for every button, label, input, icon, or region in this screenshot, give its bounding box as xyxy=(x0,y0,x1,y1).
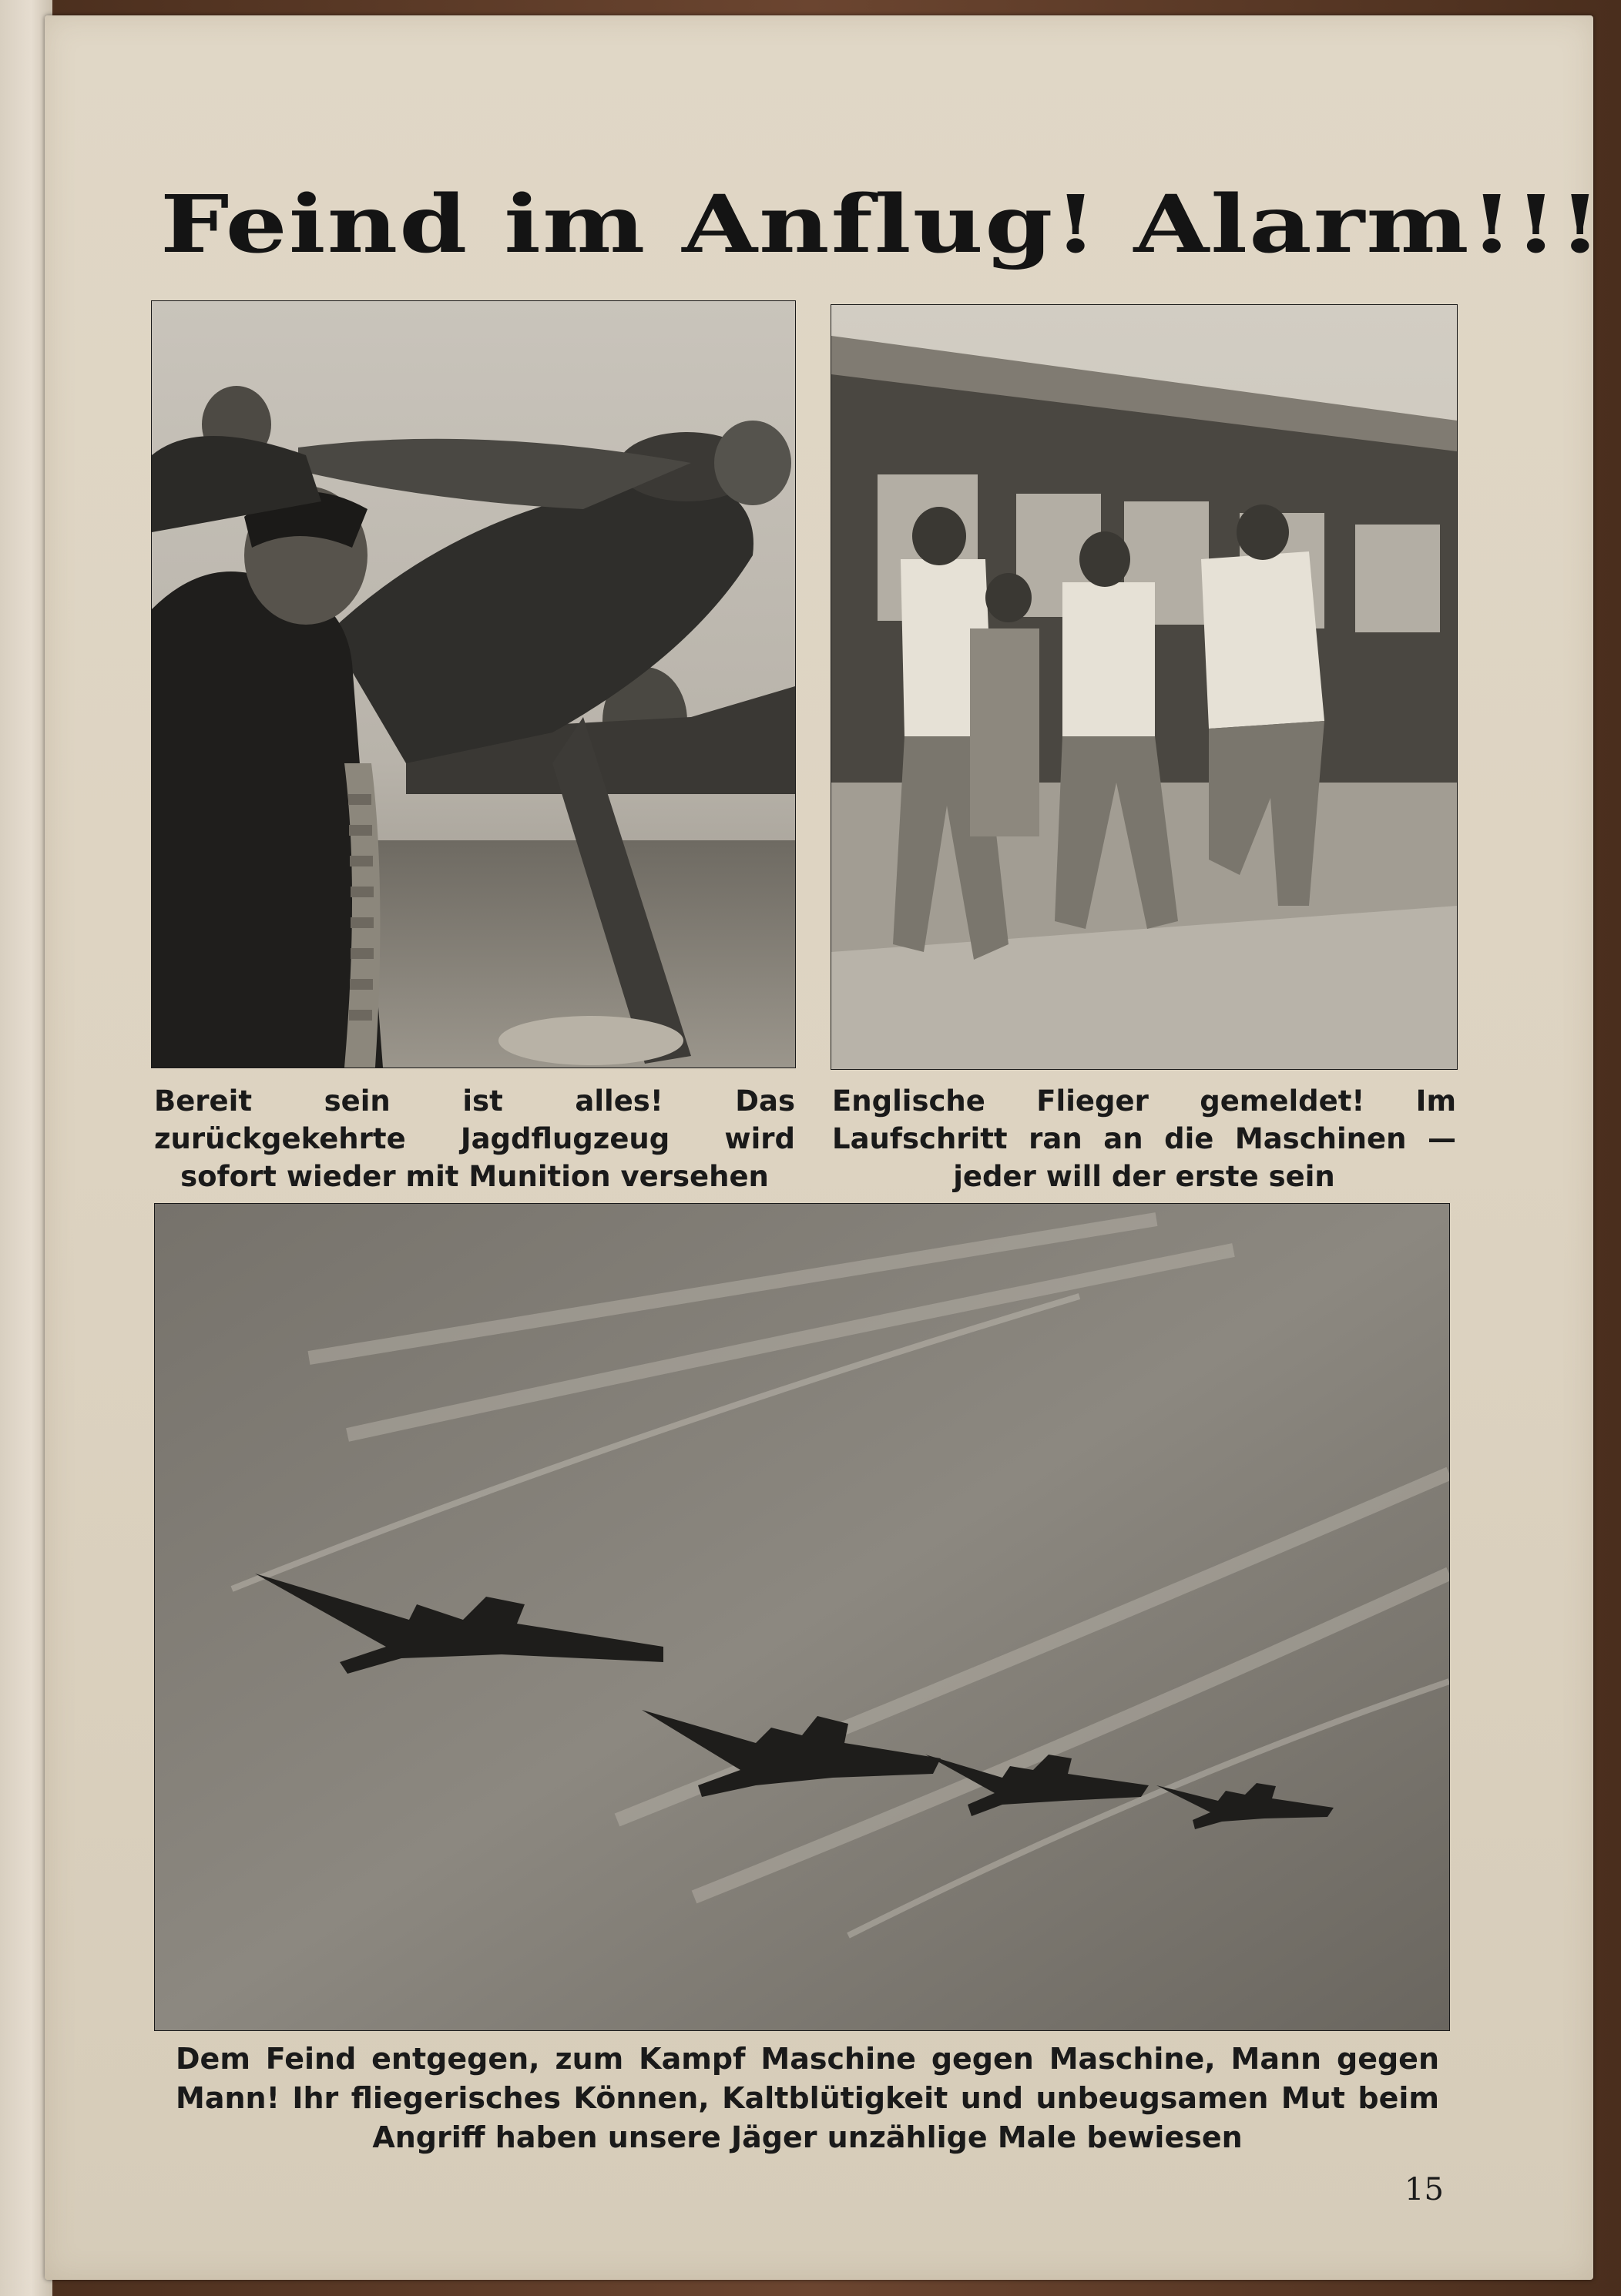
caption-pilots-running: Englische Flieger gemeldet! Im Laufschritt ran an die Maschinen — jeder will der erste sein xyxy=(832,1084,1456,1193)
caption-fighter-formation: Dem Feind entgegen, zum Kampf Maschine gegen Maschine, Mann gegen Mann! Ihr fliegerisches Können, Kaltblütigkeit und unbeugsamen Mut beim Angriff haben unsere Jäger unzählige Male bewiesen xyxy=(176,2042,1439,2154)
photo-pilots-running xyxy=(831,304,1458,1070)
caption-ground-crew: Bereit sein ist alles! Das zurückgekehrte Jagdflugzeug wird sofort wieder mit Munition versehen xyxy=(154,1084,795,1193)
page-number: 15 xyxy=(1405,2172,1444,2207)
photo-ground-crew-ammunition xyxy=(151,300,796,1068)
photo-fighter-formation xyxy=(154,1203,1450,2031)
page-headline: Feind im Anflug! Alarm!!! xyxy=(160,177,1603,271)
magazine-page xyxy=(45,15,1603,2280)
